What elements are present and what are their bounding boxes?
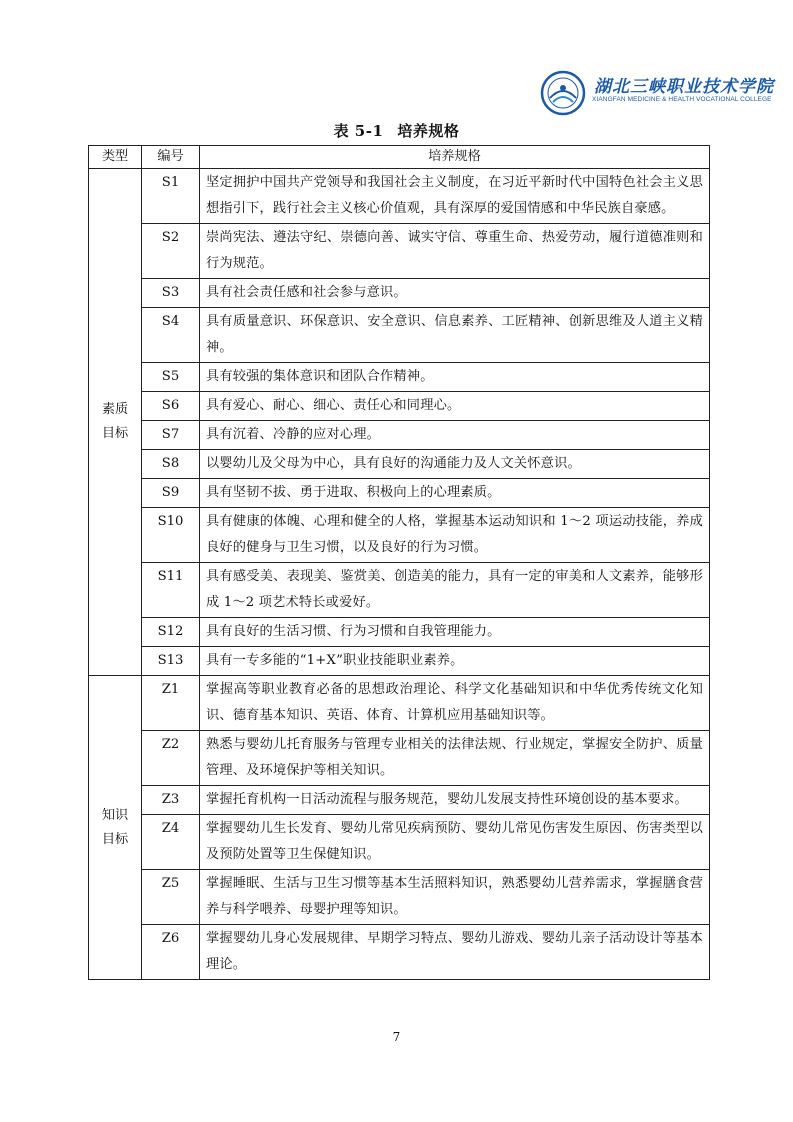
table-row	[89, 618, 710, 647]
spec-text-cell: 坚定拥护中国共产党领导和我国社会主义制度，在习近平新时代中国特色社会主义思想指引下，践行社会主义核心价值观，具有深厚的爱国情感和中华民族自豪感。	[200, 169, 710, 224]
table-row	[89, 392, 710, 421]
code-cell: S6	[142, 392, 200, 421]
table-row	[89, 169, 710, 224]
header-spec: 培养规格	[200, 146, 710, 169]
code-cell: Z4	[142, 815, 200, 870]
spec-text-cell: 掌握高等职业教育必备的思想政治理论、科学文化基础知识和中华优秀传统文化知识、德育基本知识、英语、体育、计算机应用基础知识等。	[200, 676, 710, 731]
spec-text-cell: 具有沉着、冷静的应对心理。	[200, 421, 710, 450]
table-row	[89, 279, 710, 308]
spec-text-cell: 具有爱心、耐心、细心、责任心和同理心。	[200, 392, 710, 421]
code-cell: S7	[142, 421, 200, 450]
table-row	[89, 647, 710, 676]
table-row	[89, 815, 710, 870]
table-row	[89, 224, 710, 279]
table-name: 培养规格	[397, 122, 460, 140]
college-logo-icon	[540, 70, 586, 116]
code-cell: S4	[142, 308, 200, 363]
spec-text-cell: 以婴幼儿及父母为中心，具有良好的沟通能力及人文关怀意识。	[200, 450, 710, 479]
code-cell: Z5	[142, 870, 200, 925]
table-row	[89, 450, 710, 479]
code-cell: S5	[142, 363, 200, 392]
category-label-line2: 目标	[101, 831, 129, 847]
code-cell: S10	[142, 508, 200, 563]
spec-text-cell: 掌握睡眠、生活与卫生习惯等基本生活照料知识，熟悉婴幼儿营养需求，掌握膳食营养与科学喂养、母婴护理等知识。	[200, 870, 710, 925]
table-row	[89, 786, 710, 815]
code-cell: S13	[142, 647, 200, 676]
category-cell	[89, 676, 142, 980]
table-row	[89, 479, 710, 508]
table-title	[0, 120, 793, 141]
code-cell: Z6	[142, 925, 200, 980]
table-row	[89, 925, 710, 980]
header-type: 类型	[89, 146, 142, 169]
page-header	[0, 0, 793, 110]
college-name-en: XIANGFAN MEDICINE & HEALTH VOCATIONAL COLLEGE	[592, 96, 772, 103]
table-header-row	[89, 146, 710, 169]
code-cell: S1	[142, 169, 200, 224]
spec-text-cell: 具有感受美、表现美、鉴赏美、创造美的能力，具有一定的审美和人文素养，能够形成 1～2 项艺术特长或爱好。	[200, 563, 710, 618]
table-row	[89, 363, 710, 392]
spec-text-cell: 具有良好的生活习惯、行为习惯和自我管理能力。	[200, 618, 710, 647]
spec-text-cell: 崇尚宪法、遵法守纪、崇德向善、诚实守信、尊重生命、热爱劳动，履行道德准则和行为规范。	[200, 224, 710, 279]
table-row	[89, 508, 710, 563]
code-cell: S3	[142, 279, 200, 308]
code-cell: S12	[142, 618, 200, 647]
spec-text-cell: 掌握婴幼儿身心发展规律、早期学习特点、婴幼儿游戏、婴幼儿亲子活动设计等基本理论。	[200, 925, 710, 980]
spec-text-cell: 具有较强的集体意识和团队合作精神。	[200, 363, 710, 392]
spec-text-cell: 掌握婴幼儿生长发育、婴幼儿常见疾病预防、婴幼儿常见伤害发生原因、伤害类型以及预防处置等卫生保健知识。	[200, 815, 710, 870]
college-name-cn: 湖北三峡职业技术学院	[594, 77, 774, 97]
code-cell: S11	[142, 563, 200, 618]
spec-text-cell: 具有坚韧不拔、勇于进取、积极向上的心理素质。	[200, 479, 710, 508]
category-label-line2: 目标	[101, 426, 129, 441]
table-row	[89, 308, 710, 363]
category-label-line1: 素质	[101, 402, 129, 417]
table-row	[89, 870, 710, 925]
spec-text-cell: 具有质量意识、环保意识、安全意识、信息素养、工匠精神、创新思维及人道主义精神。	[200, 308, 710, 363]
spec-text-cell: 具有一专多能的“1+X”职业技能职业素养。	[200, 647, 710, 676]
category-cell	[89, 169, 142, 676]
code-cell: S2	[142, 224, 200, 279]
code-cell: Z2	[142, 731, 200, 786]
spec-text-cell: 具有健康的体魄、心理和健全的人格，掌握基本运动知识和 1～2 项运动技能，养成良好的健身与卫生习惯，以及良好的行为习惯。	[200, 508, 710, 563]
code-cell: S8	[142, 450, 200, 479]
spec-text-cell: 熟悉与婴幼儿托育服务与管理专业相关的法律法规、行业规定，掌握安全防护、质量管理、及环境保护等相关知识。	[200, 731, 710, 786]
table-number: 表 5-1	[333, 122, 384, 140]
code-cell: Z3	[142, 786, 200, 815]
table-row	[89, 676, 710, 731]
header-code: 编号	[142, 146, 200, 169]
spec-text-cell: 掌握托育机构一日活动流程与服务规范，婴幼儿发展支持性环境创设的基本要求。	[200, 786, 710, 815]
code-cell: S9	[142, 479, 200, 508]
page-number: 7	[392, 1030, 401, 1044]
training-spec-table	[88, 145, 710, 980]
category-label-line1: 知识	[101, 807, 129, 823]
table-row	[89, 563, 710, 618]
table-row	[89, 421, 710, 450]
code-cell: Z1	[142, 676, 200, 731]
spec-text-cell: 具有社会责任感和社会参与意识。	[200, 279, 710, 308]
table-row	[89, 731, 710, 786]
